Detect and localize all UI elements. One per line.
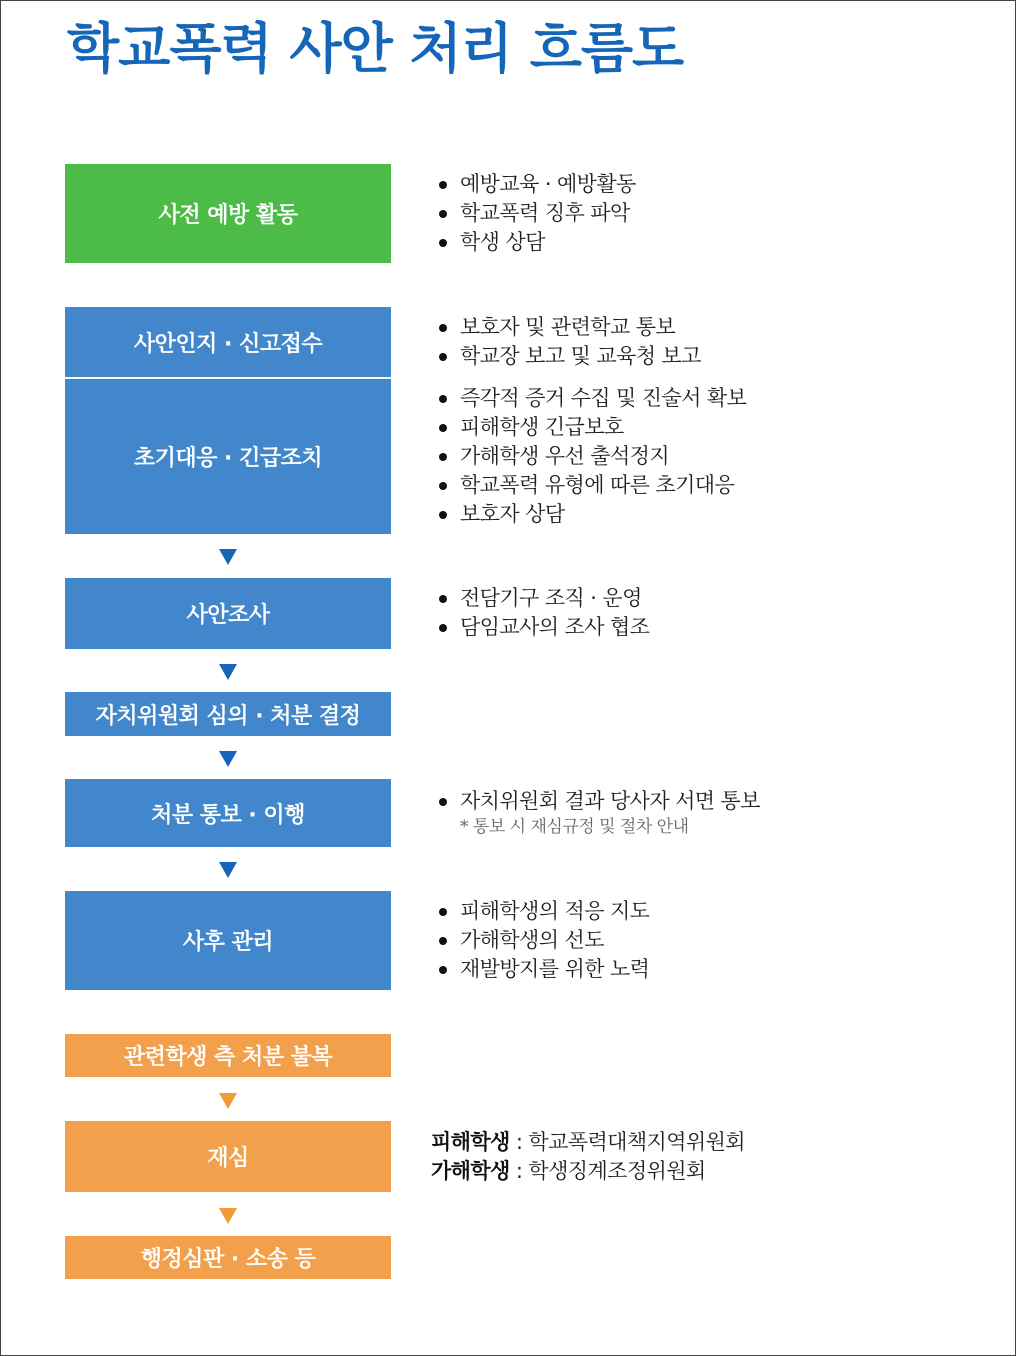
investigation-details [437, 584, 649, 642]
report-box: 사안인지 · 신고접수 [65, 307, 391, 377]
victim-body: 학교폭력대책지역위원회 [528, 1130, 745, 1154]
list-item: 피해학생 긴급보호 [437, 413, 746, 442]
victim-body-row [431, 1128, 745, 1157]
reinvestigation-bodies [431, 1128, 745, 1186]
list-item: 학교장 보고 및 교육청 보고 [437, 342, 701, 371]
notification-note: * 통보 시 재심규정 및 절차 안내 [460, 817, 689, 837]
litigation-box: 행정심판 · 소송 등 [65, 1236, 391, 1279]
list-item: 학교폭력 징후 파악 [437, 199, 636, 228]
page-title: 학교폭력 사안 처리 흐름도 [67, 17, 684, 80]
aftercare-box: 사후 관리 [65, 891, 391, 990]
list-item: 예방교육 · 예방활동 [437, 170, 636, 199]
investigation-box: 사안조사 [65, 578, 391, 649]
offender-body: 학생징계조정위원회 [528, 1159, 706, 1183]
notification-box: 처분 통보 · 이행 [65, 779, 391, 847]
reinvestigation-box: 재심 [65, 1121, 391, 1192]
list-item: 보호자 상담 [437, 500, 746, 529]
down-arrow-icon [219, 862, 237, 878]
list-item: 가해학생의 선도 [437, 926, 649, 955]
list-item: 학교폭력 유형에 따른 초기대응 [437, 471, 746, 500]
list-item: 학생 상담 [437, 228, 636, 257]
list-item: 피해학생의 적응 지도 [437, 897, 649, 926]
separator: : [515, 1159, 523, 1183]
offender-body-row [431, 1157, 745, 1186]
report-details [437, 313, 701, 371]
list-item: 보호자 및 관련학교 통보 [437, 313, 701, 342]
list-item: 담임교사의 조사 협조 [437, 613, 649, 642]
victim-label: 피해학생 [431, 1130, 510, 1154]
down-arrow-icon [219, 1208, 237, 1224]
separator: : [515, 1130, 523, 1154]
objection-box: 관련학생 측 처분 불복 [65, 1034, 391, 1077]
down-arrow-icon [219, 549, 237, 565]
initial-response-details [437, 384, 746, 529]
down-arrow-icon [219, 751, 237, 767]
prevention-box: 사전 예방 활동 [65, 164, 391, 263]
committee-box: 자치위원회 심의 · 처분 결정 [65, 692, 391, 736]
aftercare-details [437, 897, 649, 984]
notification-details [437, 787, 760, 838]
down-arrow-icon [219, 1093, 237, 1109]
list-item: 재발방지를 위한 노력 [437, 955, 649, 984]
list-item: 즉각적 증거 수집 및 진술서 확보 [437, 384, 746, 413]
list-item: 가해학생 우선 출석정지 [437, 442, 746, 471]
offender-label: 가해학생 [431, 1159, 510, 1183]
list-item: 전담기구 조직 · 운영 [437, 584, 649, 613]
initial-response-box: 초기대응 · 긴급조치 [65, 379, 391, 534]
prevention-details [437, 170, 636, 257]
down-arrow-icon [219, 664, 237, 680]
list-item: 자치위원회 결과 당사자 서면 통보 [437, 787, 760, 816]
